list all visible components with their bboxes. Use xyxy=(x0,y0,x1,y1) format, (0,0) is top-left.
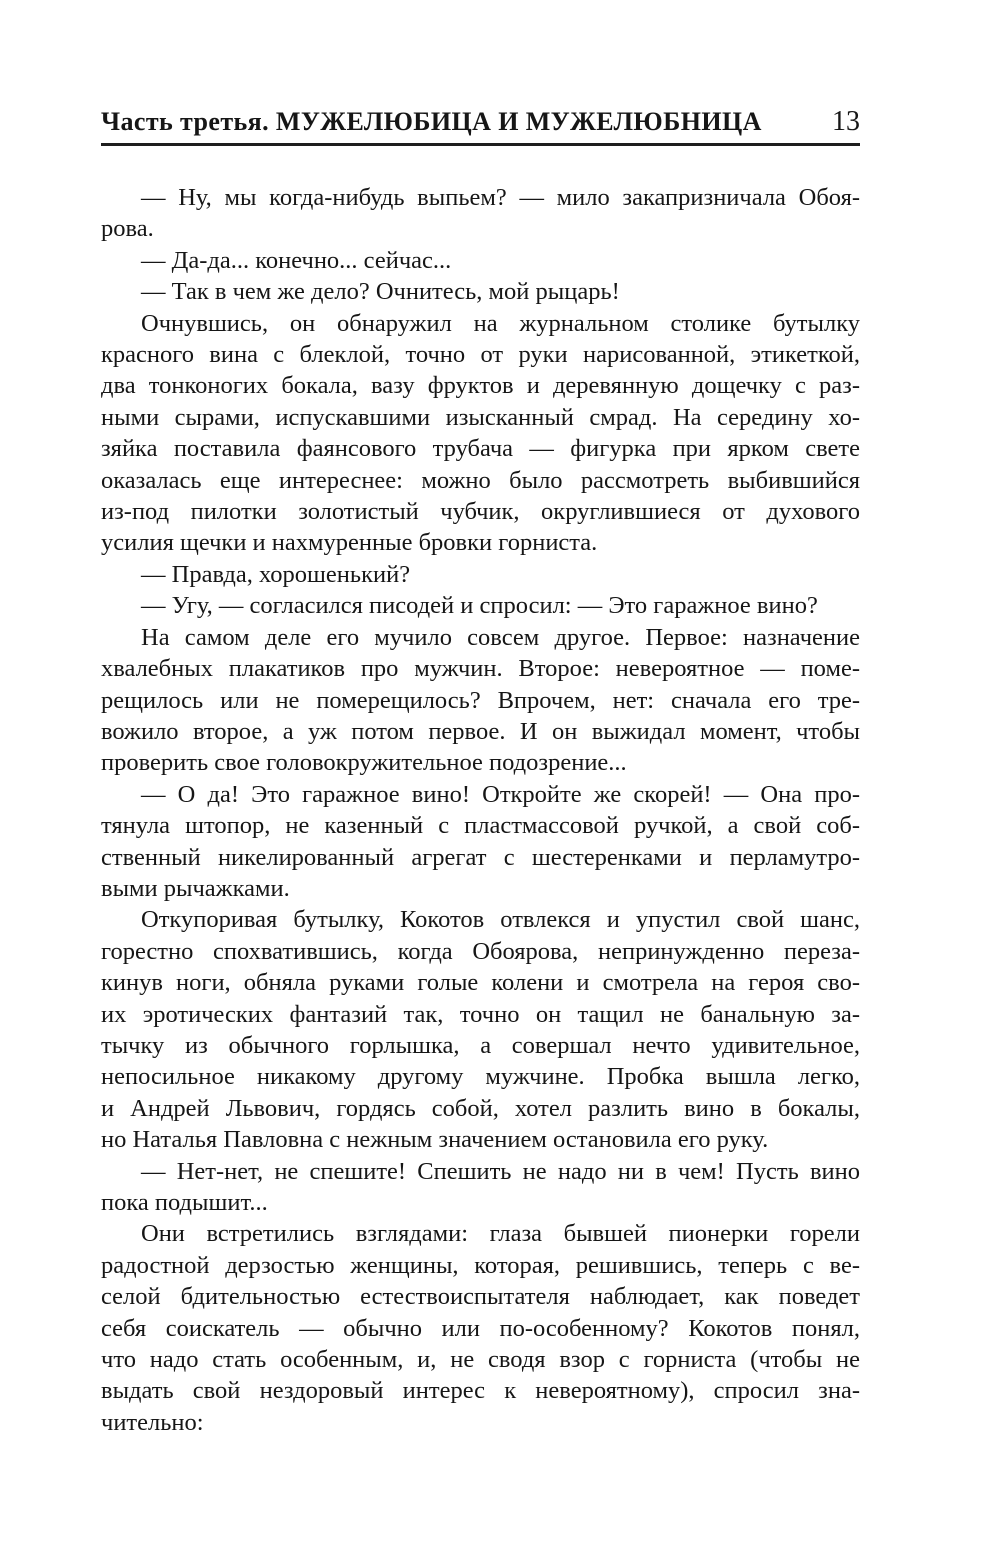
text-line: — Ну, мы когда-нибудь выпьем? — мило закапризничала Обоя- xyxy=(141,184,860,211)
text-line: что надо стать особенным, и, не сводя взор с горниста (чтобы не xyxy=(101,1346,860,1374)
text-line: хвалебных плакатиков про мужчин. Второе: невероятное — поме- xyxy=(101,655,860,683)
paragraph xyxy=(101,245,860,276)
text-line: выдать свой нездоровый интерес к невероятному), спросил зна- xyxy=(101,1377,860,1405)
paragraph xyxy=(101,904,860,1155)
text-line: но Наталья Павловна с нежным значением остановила его руку. xyxy=(101,1126,769,1154)
text-line: Очнувшись, он обнаружил на журнальном столике бутылку xyxy=(141,309,860,337)
page-number: 13 xyxy=(832,106,860,137)
text-line: и Андрей Львович, гордясь собой, хотел разлить вино в бокалы, xyxy=(101,1094,860,1122)
text-line: тянула штопор, не казенный с пластмассовой ручкой, а свой соб- xyxy=(101,812,860,840)
text-line: Они встретились взглядами: глаза бывшей пионерки горели xyxy=(141,1220,860,1248)
page-body xyxy=(101,182,860,1438)
text-line: из-под пилотки золотистый чубчик, округлившиеся от духового xyxy=(101,498,860,526)
text-line: два тонконогих бокала, вазу фруктов и деревянную дощечку с раз- xyxy=(101,372,860,400)
paragraph xyxy=(101,1156,860,1219)
text-line: себя соискатель — обычно или по-особенному? Кокотов понял, xyxy=(101,1314,860,1342)
text-line: вожило второе, а уж потом первое. И он выжидал момент, чтобы xyxy=(101,717,860,745)
text-line: — Да-да... конечно... сейчас... xyxy=(141,246,452,274)
paragraph xyxy=(101,182,860,245)
text-line: непосильное никакому другому мужчине. Пробка вышла легко, xyxy=(101,1063,860,1091)
text-line: радостной дерзостью женщины, которая, решившись, теперь с ве- xyxy=(101,1251,860,1279)
text-line: их эротических фантазий так, точно он тащил не банальную за- xyxy=(101,1000,860,1028)
text-line: чительно: xyxy=(101,1408,204,1436)
paragraph xyxy=(101,276,860,307)
text-line: выми рычажками. xyxy=(101,874,290,902)
text-line: красного вина с блеклой, точно от руки нарисованной, этикеткой, xyxy=(101,341,860,369)
text-line: пока подышит... xyxy=(101,1189,268,1216)
paragraph xyxy=(101,622,860,779)
paragraph xyxy=(101,308,860,559)
paragraph xyxy=(101,779,860,905)
running-header xyxy=(101,108,860,146)
text-line: зяйка поставила фаянсового трубача — фигурка при ярком свете xyxy=(101,435,860,463)
text-line: кинув ноги, обняла руками голые колени и смотрела на героя сво- xyxy=(101,969,860,997)
text-line: — Нет-нет, не спешите! Спешить не надо ни в чем! Пусть вино xyxy=(141,1157,860,1185)
text-line: рещилось или не померещилось? Впрочем, нет: сначала его тре- xyxy=(101,686,860,714)
paragraph xyxy=(101,590,860,621)
text-line: — О да! Это гаражное вино! Откройте же скорей! — Она про- xyxy=(141,780,860,808)
text-line: проверить свое головокружительное подозрение... xyxy=(101,749,627,777)
text-line: ными сырами, испускавшими изысканный смрад. На середину хо- xyxy=(101,403,860,431)
text-line: — Угу, — согласился писодей и спросил: — Это гаражное вино? xyxy=(141,592,818,620)
text-line: — Правда, хорошенький? xyxy=(141,560,411,588)
book-page xyxy=(101,0,860,1438)
text-line: ственный никелированный агрегат с шестеренками и перламутро- xyxy=(101,843,860,871)
text-line: селой бдительностью естествоиспытателя наблюдает, как поведет xyxy=(101,1283,860,1311)
text-line: На самом деле его мучило совсем другое. Первое: назначение xyxy=(141,623,860,651)
text-line: Откупоривая бутылку, Кокотов отвлекся и упустил свой шанс, xyxy=(141,906,860,934)
text-line: горестно спохватившись, когда Обоярова, непринужденно переза- xyxy=(101,937,860,965)
paragraph xyxy=(101,1218,860,1438)
paragraph xyxy=(101,559,860,590)
running-header-title: Часть третья. МУЖЕЛЮБИЦА И МУЖЕЛЮБНИЦА xyxy=(101,107,762,136)
text-line: оказалась еще интереснее: можно было рассмотреть выбившийся xyxy=(101,466,860,494)
text-line: тычку из обычного горлышка, а совершал нечто удивительное, xyxy=(101,1031,860,1059)
text-line: рова. xyxy=(101,215,154,243)
text-line: усилия щечки и нахмуренные бровки горниста. xyxy=(101,529,598,557)
text-line: — Так в чем же дело? Очнитесь, мой рыцарь! xyxy=(141,278,620,306)
